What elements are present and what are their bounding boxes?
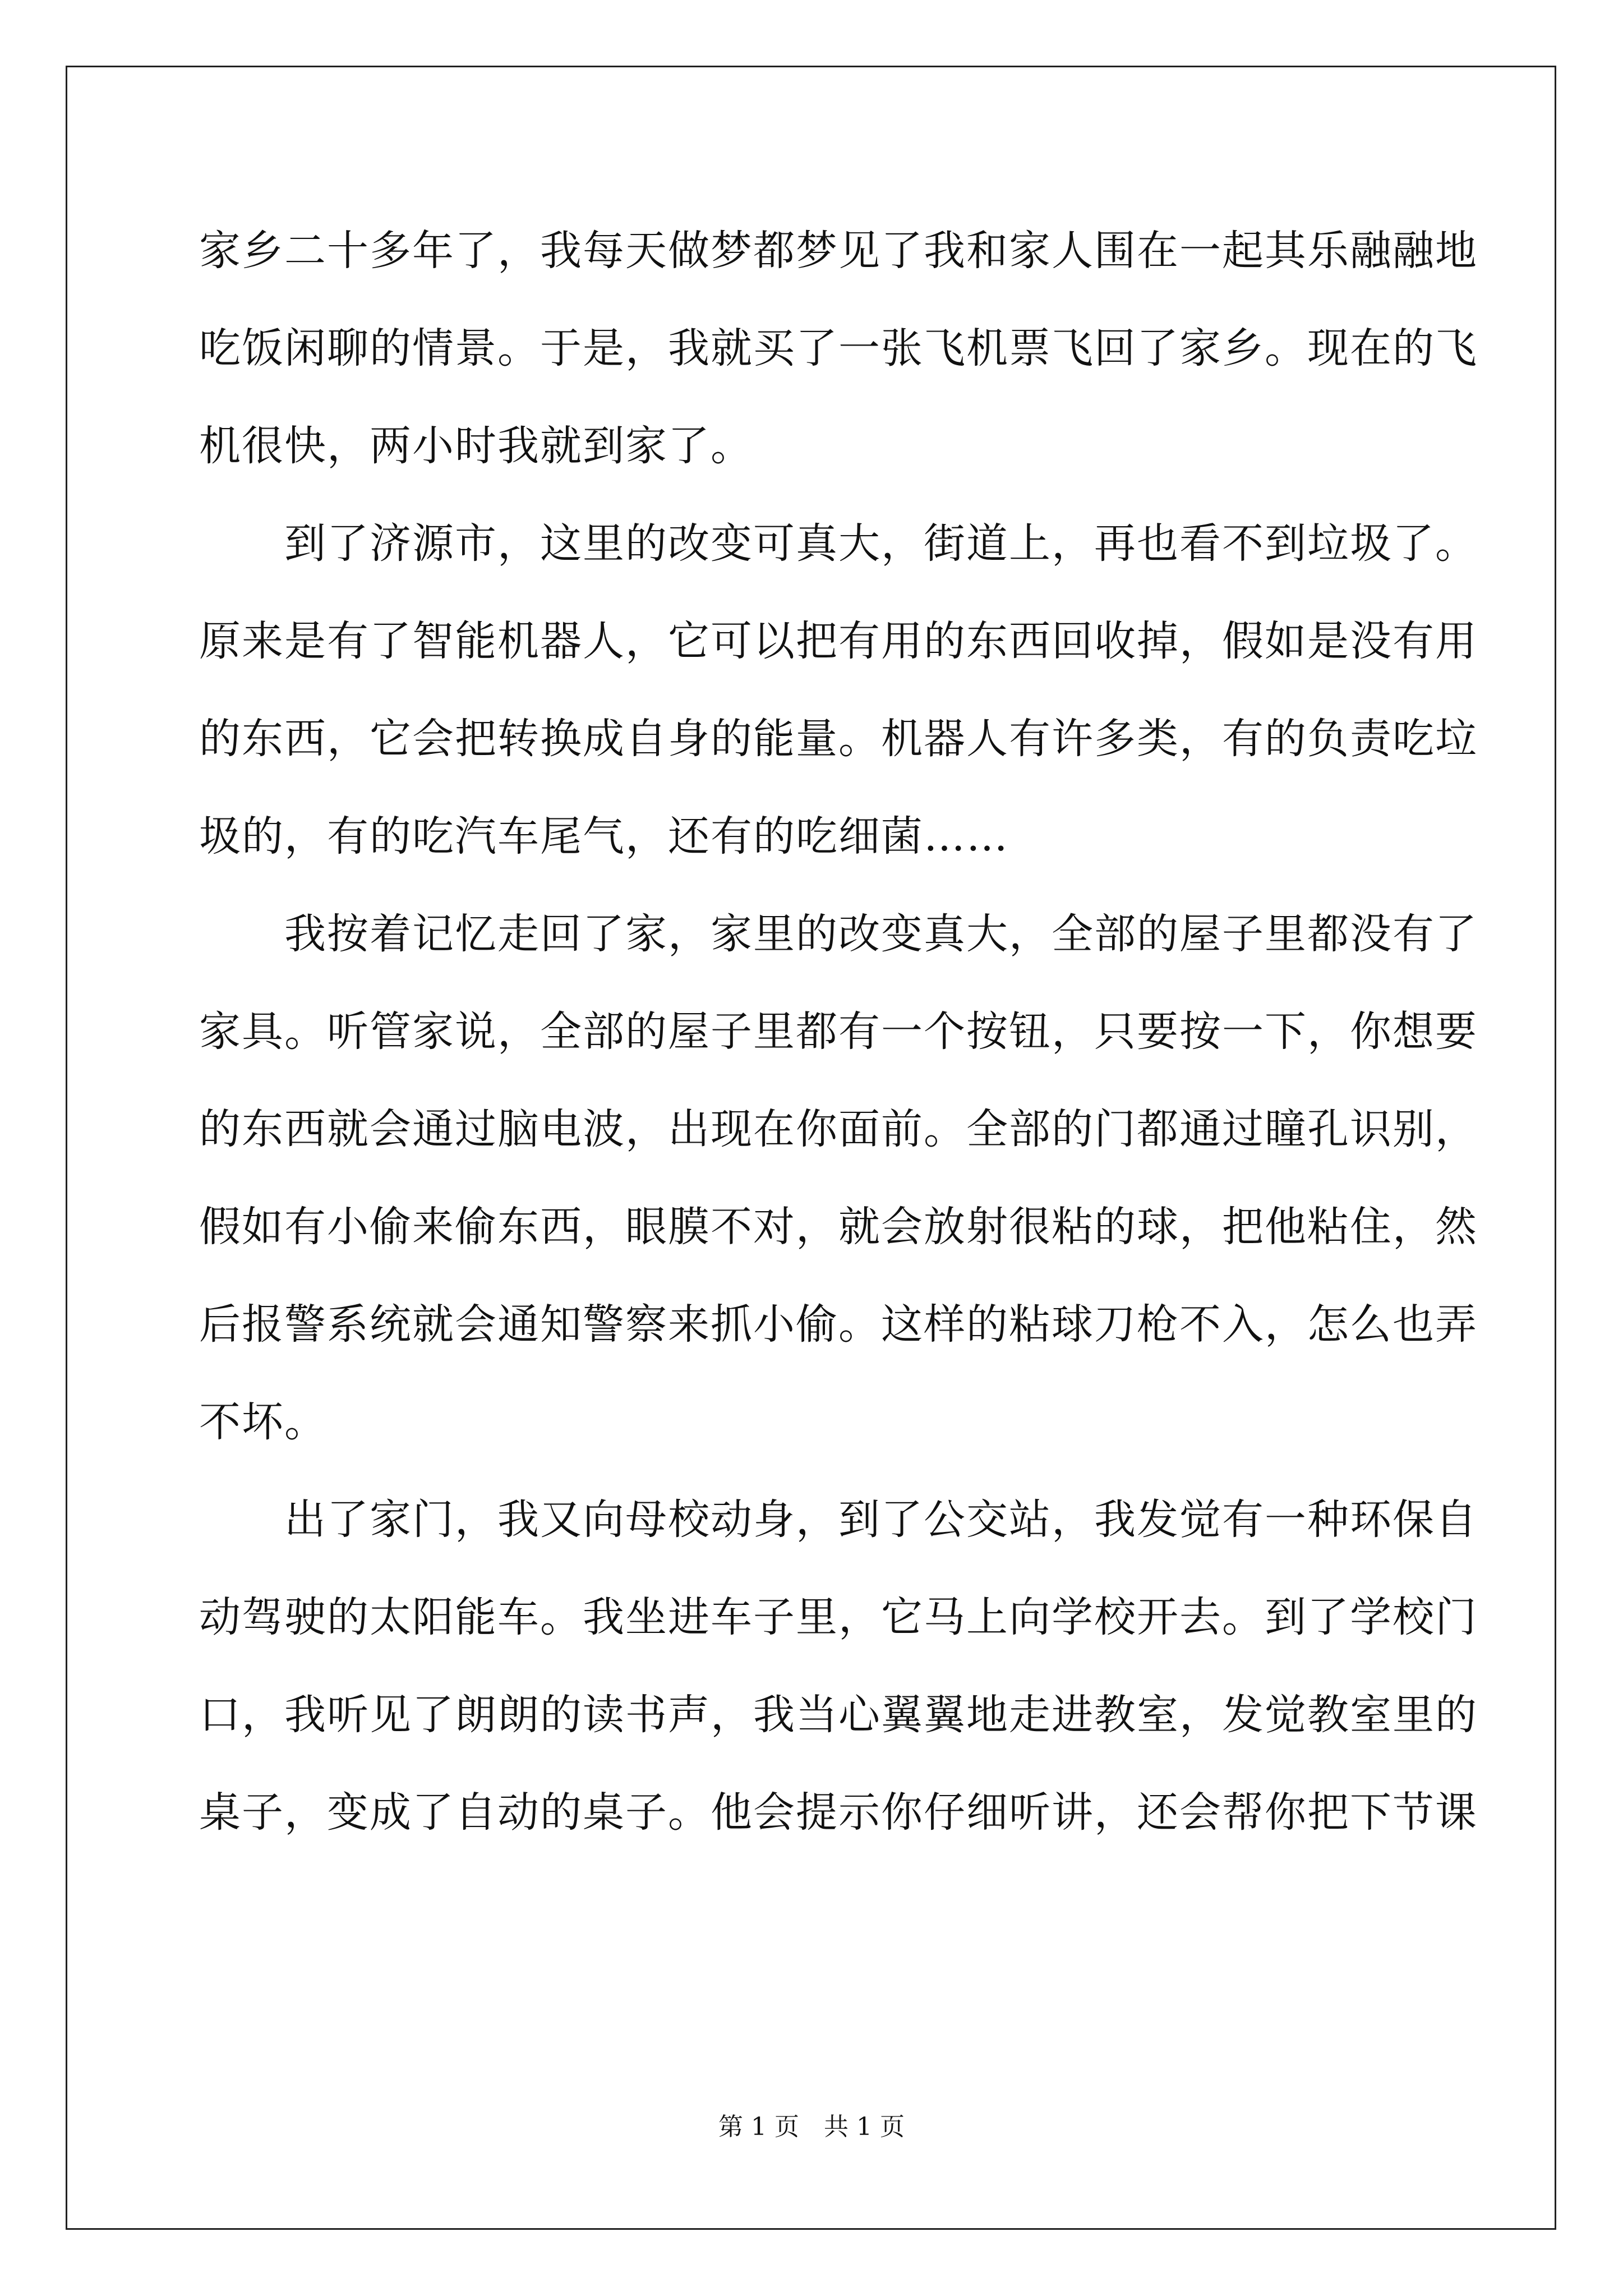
text-line: 动驾驶的太阳能车。我坐进车子里，它马上向学校开去。到了学校门 xyxy=(199,1593,1478,1641)
text-line: 机很快，两小时我就到家了。 xyxy=(199,422,753,470)
text-line: 家乡二十多年了，我每天做梦都梦见了我和家人围在一起其乐融融地 xyxy=(199,227,1478,275)
text-line: 吃饭闲聊的情景。于是，我就买了一张飞机票飞回了家乡。现在的飞 xyxy=(199,324,1478,372)
text-line: 家具。听管家说，全部的屋子里都有一个按钮，只要按一下，你想要 xyxy=(199,1007,1478,1056)
text-line: 后报警系统就会通知警察来抓小偷。这样的粘球刀枪不入，怎么也弄 xyxy=(199,1300,1478,1349)
text-line: 的东西，它会把转换成自身的能量。机器人有许多类，有的负责吃垃 xyxy=(199,715,1478,763)
document-body xyxy=(199,202,1478,1861)
text-line: 到了济源市，这里的改变可真大，街道上，再也看不到垃圾了。 xyxy=(199,519,1478,568)
text-line: 我按着记忆走回了家，家里的改变真大，全部的屋子里都没有了 xyxy=(199,910,1478,958)
text-line: 桌子，变成了自动的桌子。他会提示你仔细听讲，还会帮你把下节课 xyxy=(199,1788,1478,1837)
text-line: 不坏。 xyxy=(199,1398,327,1446)
text-line: 假如有小偷来偷东西，眼膜不对，就会放射很粘的球，把他粘住，然 xyxy=(199,1203,1478,1251)
text-line: 原来是有了智能机器人，它可以把有用的东西回收掉，假如是没有用 xyxy=(199,617,1478,665)
text-line: 圾的，有的吃汽车尾气，还有的吃细菌…… xyxy=(199,812,1009,861)
page-number-footer: 第 1 页 共 1 页 xyxy=(718,2113,905,2141)
text-line: 出了家门，我又向母校动身，到了公交站，我发觉有一种环保自 xyxy=(199,1496,1478,1544)
text-line: 口，我听见了朗朗的读书声，我当心翼翼地走进教室，发觉教室里的 xyxy=(199,1691,1478,1739)
text-line: 的东西就会通过脑电波，出现在你面前。全部的门都通过瞳孔识别， xyxy=(199,1105,1478,1153)
